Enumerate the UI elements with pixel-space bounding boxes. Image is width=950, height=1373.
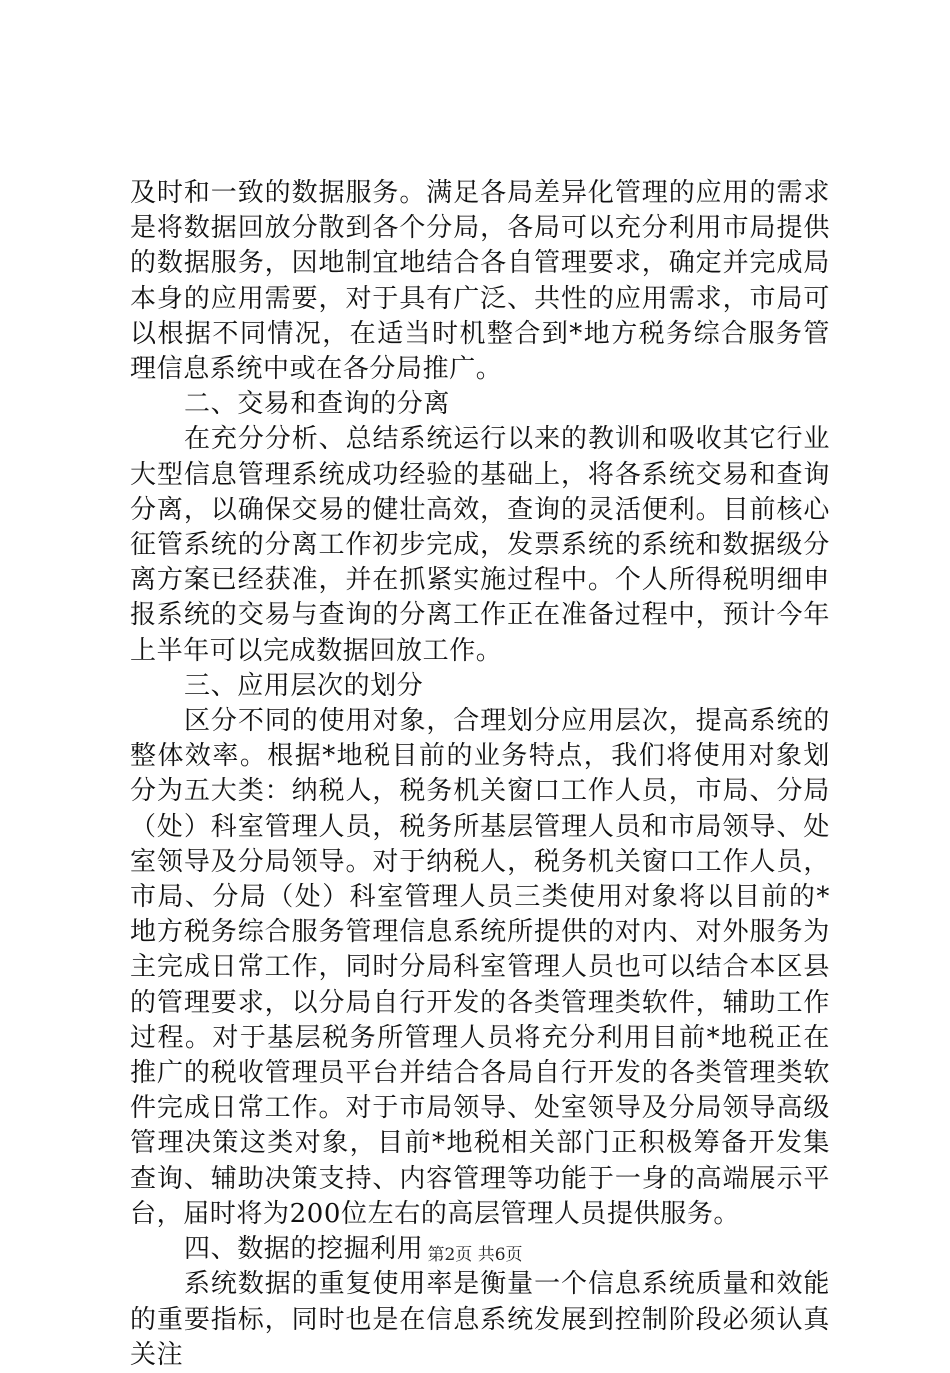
section-heading: 三、应用层次的划分 xyxy=(184,670,424,701)
section-heading: 四、数据的挖掘利用 xyxy=(184,1234,424,1265)
paragraph: 系统数据的重复使用率是衡量一个信息系统质量和效能的重要指标，同时也是在信息系统发展到控制阶段必须认真关注 xyxy=(130,1269,830,1370)
page-number-footer: 第2页 共6页 xyxy=(427,1245,523,1265)
paragraph: 及时和一致的数据服务。满足各局差异化管理的应用的需求是将数据回放分散到各个分局，各局可以充分利用市局提供的数据服务，因地制宜地结合各自管理要求，确定并完成局本身的应用需要，对于具有广泛、共性的应用需求，市局可以根据不同情况，在适当时机整合到*地方税务综合服务管理信息系统中或在各分局推广。 xyxy=(130,178,830,385)
paragraph: 在充分分析、总结系统运行以来的教训和吸收其它行业大型信息管理系统成功经验的基础上，将各系统交易和查询分离，以确保交易的健壮高效，查询的灵活便利。目前核心征管系统的分离工作初步完成，发票系统的系统和数据级分离方案已经获准，并在抓紧实施过程中。个人所得税明细申报系统的交易与查询的分离工作正在准备过程中，预计今年上半年可以完成数据回放工作。 xyxy=(130,424,830,666)
paragraph: 区分不同的使用对象，合理划分应用层次，提高系统的整体效率。根据*地税目前的业务特点，我们将使用对象划分为五大类：纳税人，税务机关窗口工作人员，市局、分局（处）科室管理人员，税务所基层管理人员和市局领导、处室领导及分局领导。对于纳税人，税务机关窗口工作人员，市局、分局（处）科室管理人员三类使用对象将以目前的*地方税务综合服务管理信息系统所提供的对内、对外服务为主完成日常工作，同时分局科室管理人员也可以结合本区县的管理要求，以分局自行开发的各类管理类软件，辅助工作过程。对于基层税务所管理人员将充分利用目前*地税正在推广的税收管理员平台并结合各局自行开发的各类管理类软件完成日常工作。对于市局领导、处室领导及分局领导高级管理决策这类对象，目前*地税相关部门正积极筹备开发集查询、辅助决策支持、内容管理等功能于一身的高端展示平台，届时将为200位左右的高层管理人员提供服务。 xyxy=(130,706,830,1229)
section-heading: 二、交易和查询的分离 xyxy=(184,389,451,420)
document-body xyxy=(130,176,830,1373)
